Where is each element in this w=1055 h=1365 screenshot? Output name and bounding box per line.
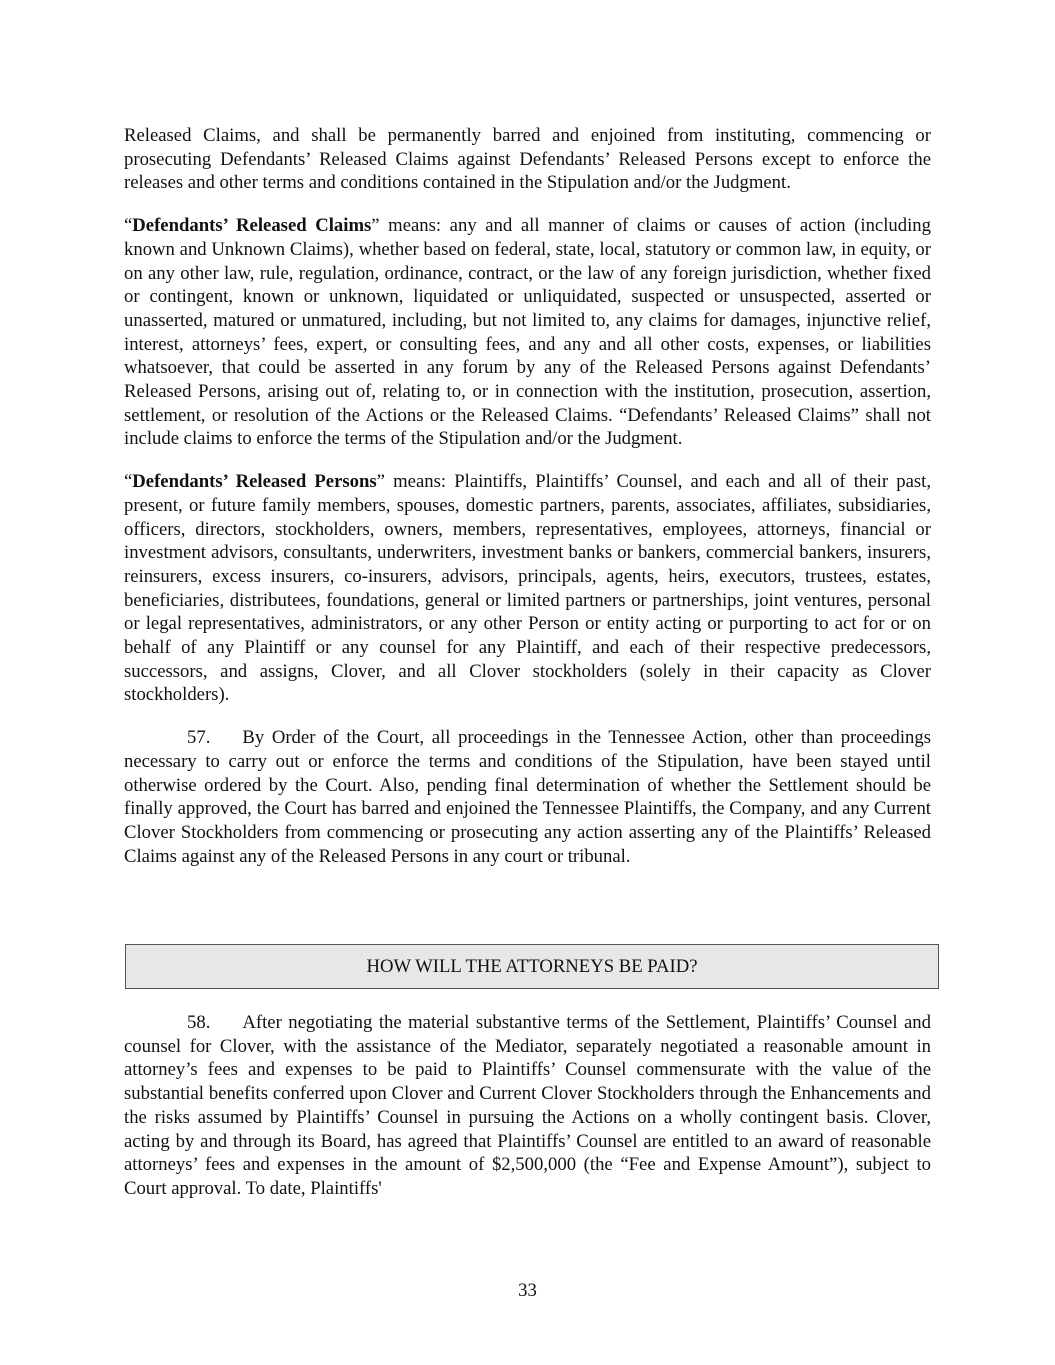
definition-defendants-released-persons <box>124 470 931 707</box>
open-quote: “ <box>124 471 133 493</box>
section-heading-box <box>125 944 939 989</box>
defined-term: Defendants’ Released Persons <box>132 471 377 493</box>
paragraph-number: 58. <box>187 1012 211 1033</box>
section-heading: HOW WILL THE ATTORNEYS BE PAID? <box>366 955 698 977</box>
paragraph-58 <box>124 1011 931 1201</box>
document-body <box>124 124 931 887</box>
paragraph-number: 57. <box>187 727 211 749</box>
defined-term: Defendants’ Released Claims <box>132 215 372 237</box>
open-quote: “ <box>124 215 133 237</box>
paragraph-57 <box>124 726 931 868</box>
paragraph-released-claims-continued: Released Claims, and shall be permanently barred and enjoined from instituting, commencing or prosecuting Defendants’ Released Claims against Defendants’ Released Persons except to enforce the releases and other terms and conditions contained in the Stipulation and/or the Judgment. <box>124 125 931 194</box>
paragraph-text: By Order of the Court, all proceedings in the Tennessee Action, other than proceedings necessary to carry out or enforce the terms and conditions of the Stipulation, have been stayed until otherwise ordered by the Court. Also, pending final determination of whether the Settlement should be finally approved, the Court has barred and enjoined the Tennessee Plaintiffs, the Company, and any Current Clover Stockholders from commencing or prosecuting any action asserting any of the Plaintiffs’ Released Claims against any of the Released Persons in any court or tribunal. <box>124 727 931 867</box>
definition-text: ” means: any and all manner of claims or causes of action (including known and Unknown Claims), whether based on federal, state, local, statutory or common law, in equity, or on any other law, rule, regulation, ordinance, contract, or the law of any foreign jurisdiction, whether fixed or contingent, known or unknown, liquidated or unliquidated, suspected or unsuspected, asserted or unasserted, matured or unmatured, including, but not limited to, any claims for damages, injunctive relief, interest, attorneys’ fees, expert, or consulting fees, and any and all other costs, expenses, or liabilities whatsoever, that could be asserted in any forum by any of the Released Persons against Defendants’ Released Persons, arising out of, relating to, or in connection with the institution, prosecution, assertion, settlement, or resolution of the Actions or the Released Claims. “Defendants’ Released Claims” shall not include claims to enforce the terms of the Stipulation and/or the Judgment. <box>124 215 931 450</box>
definition-defendants-released-claims <box>124 214 931 451</box>
document-body-continued <box>124 1011 931 1220</box>
page-number: 33 <box>518 1280 537 1301</box>
paragraph-text: After negotiating the material substantive terms of the Settlement, Plaintiffs’ Counsel and counsel for Clover, with the assistance of the Mediator, separately negotiated a reasonable amount in attorney’s fees and expenses to be paid to Plaintiffs’ Counsel commensurate with the value of the substantial benefits conferred upon Clover and Current Clover Stockholders through the Enhancements and the risks assumed by Plaintiffs’ Counsel in pursuing the Actions on a wholly contingent basis. Clover, acting by and through its Board, has agreed that Plaintiffs’ Counsel are entitled to an award of reasonable attorneys’ fees and expenses in the amount of $2,500,000 (the “Fee and Expense Amount”), subject to Court approval. To date, Plaintiffs' <box>124 1012 931 1199</box>
definition-text: ” means: Plaintiffs, Plaintiffs’ Counsel, and each and all of their past, present, or future family members, spouses, domestic partners, parents, associates, affiliates, subsidiaries, officers, directors, stockholders, owners, members, representatives, employees, attorneys, financial or investment advisors, consultants, underwriters, investment banks or bankers, commercial bankers, insurers, reinsurers, excess insurers, co-insurers, advisors, principals, agents, heirs, executors, trustees, estates, beneficiaries, distributees, foundations, general or limited partners or partnerships, joint ventures, personal or legal representatives, administrators, or any other Person or entity acting or purporting to act for or on behalf of any Plaintiff or any counsel for any Plaintiff, and each of their respective predecessors, successors, and assigns, Clover, and all Clover stockholders (solely in their capacity as Clover stockholders). <box>124 471 931 706</box>
